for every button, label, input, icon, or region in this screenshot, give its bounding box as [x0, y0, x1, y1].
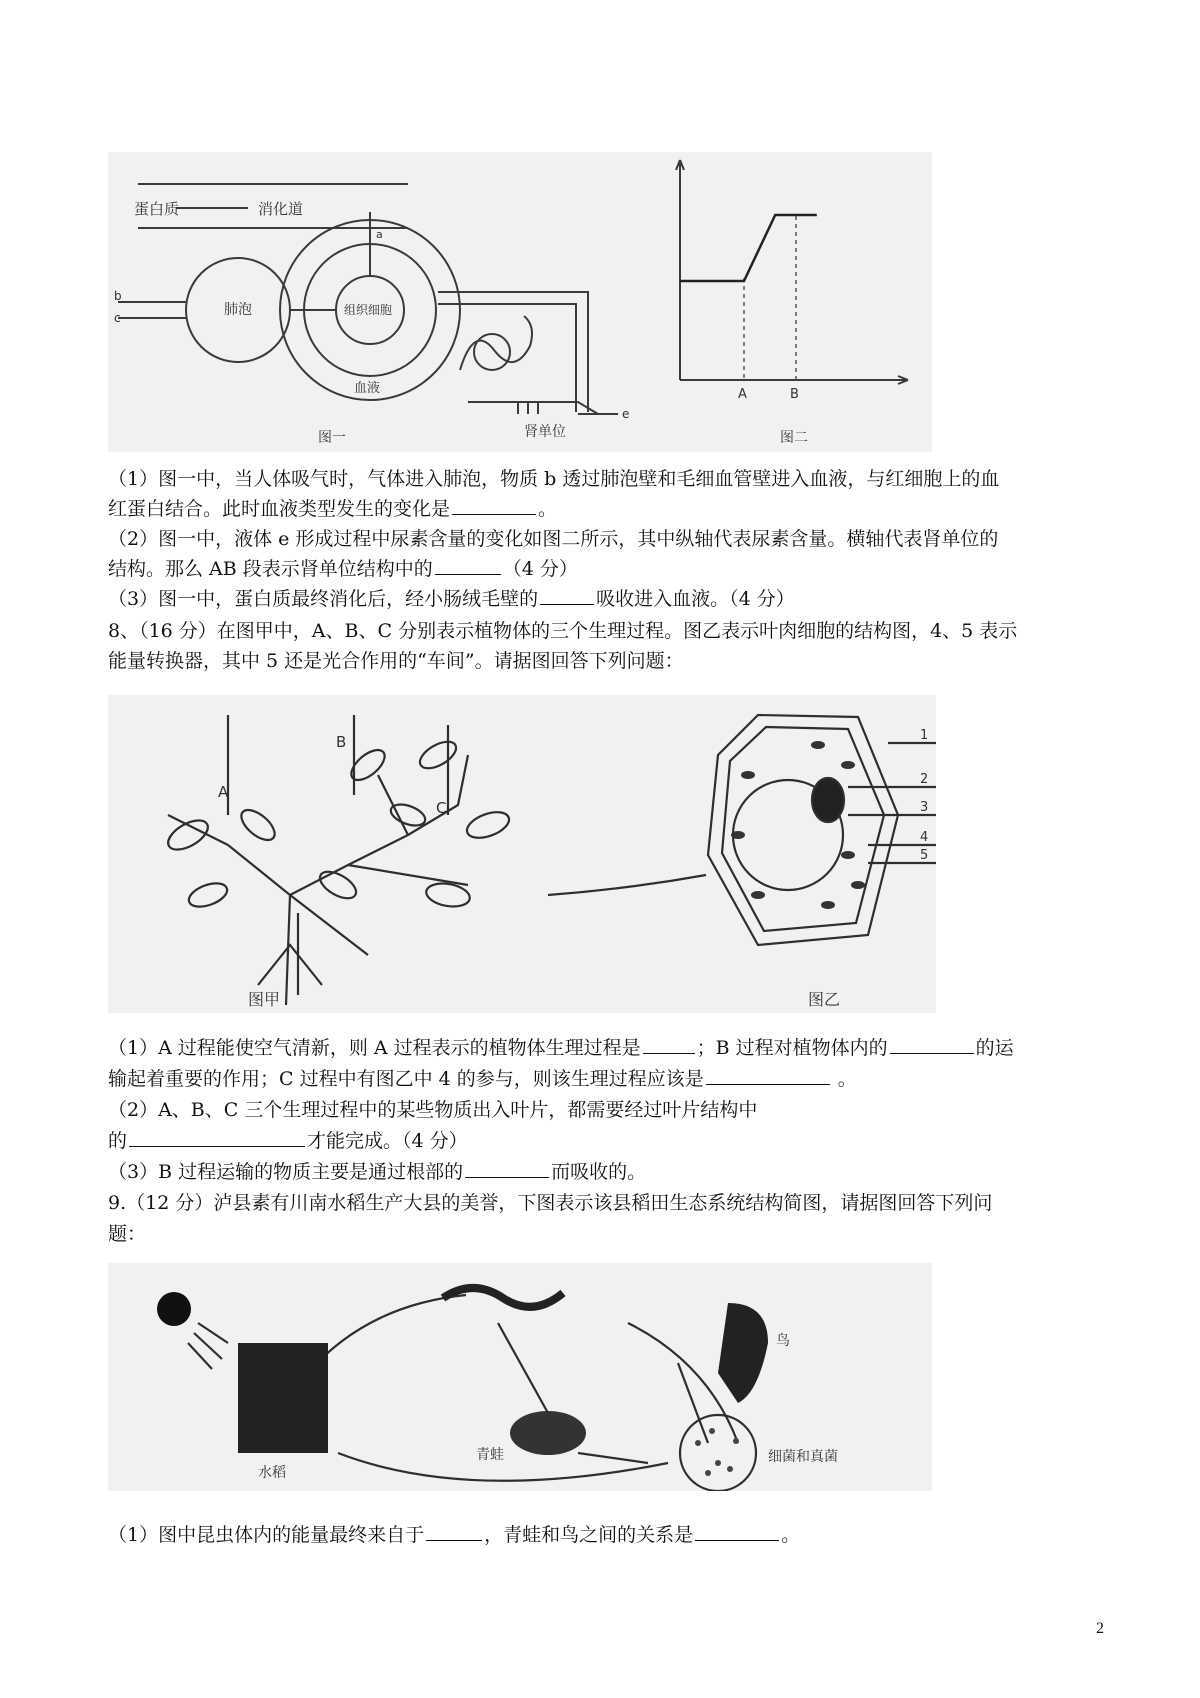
q8-p1-text-a: （1）A 过程能使空气清新，则 A 过程表示的植物体生理过程是 [108, 1037, 641, 1059]
q8-p2-line2 [108, 1128, 1098, 1154]
cell-label-4: 4 [920, 830, 929, 845]
caption-figure-jia: 图甲 [248, 990, 281, 1009]
q8-p2-line1: （2）A、B、C 三个生理过程中的某些物质出入叶片，都需要经过叶片结构中 [108, 1099, 758, 1121]
q7-p2-line1: （2）图一中，液体 e 形成过程中尿素含量的变化如图二所示，其中纵轴代表尿素含量。横轴代表肾单位的 [108, 528, 999, 550]
answer-blank-9[interactable] [426, 1522, 482, 1541]
q8-p1-text-c: 的运 [975, 1037, 1014, 1059]
caption-figure-yi: 图乙 [808, 990, 841, 1009]
cell-label-3: 3 [920, 800, 929, 815]
q7-p1-line2 [108, 496, 1098, 522]
label-process-c: C [436, 799, 447, 817]
q8-p1-end: 。 [837, 1068, 857, 1090]
label-frog: 青蛙 [476, 1447, 504, 1463]
figure-3-rice-ecosystem [108, 1263, 932, 1491]
q8-p2-end: 才能完成。（4 分） [307, 1130, 468, 1152]
label-rice: 水稻 [258, 1465, 286, 1481]
q9-p1-text-a: （1）图中昆虫体内的能量最终来自于 [108, 1524, 425, 1546]
cell-label-5: 5 [920, 848, 929, 863]
q7-p2-end: （4 分） [502, 558, 578, 580]
q9-p1-text-b: ，青蛙和鸟之间的关系是 [484, 1524, 694, 1546]
cell-label-1: 1 [920, 728, 929, 743]
q7-p1-text: 红蛋白结合。此时血液类型发生的变化是 [108, 498, 451, 520]
q8-p3-text: （3）B 过程运输的物质主要是通过根部的 [108, 1161, 464, 1183]
label-decomposers: 细菌和真菌 [768, 1449, 838, 1465]
q8-p1-text-d: 输起着重要的作用；C 过程中有图乙中 4 的参与，则该生理过程应该是 [108, 1068, 704, 1090]
answer-blank-4[interactable] [643, 1035, 695, 1054]
q7-p3-text: （3）图一中，蛋白质最终消化后，经小肠绒毛壁的 [108, 588, 539, 610]
answer-blank-3[interactable] [540, 586, 594, 605]
q9-intro-line2: 题： [108, 1223, 147, 1245]
answer-blank-1[interactable] [452, 496, 536, 515]
page-number: 2 [1096, 1620, 1104, 1637]
label-digestive-tract: 消化道 [258, 200, 304, 218]
q8-intro-line1: 8、（16 分）在图甲中，A、B、C 分别表示植物体的三个生理过程。图乙表示叶肉细胞的结构图，4、5 表示 [108, 620, 1018, 642]
q9-p1-end: 。 [781, 1524, 801, 1546]
answer-blank-5[interactable] [890, 1035, 974, 1054]
q7-p1-end: 。 [538, 498, 558, 520]
label-nephron: 肾单位 [524, 424, 566, 440]
label-a: a [376, 228, 383, 241]
label-c: c [114, 311, 121, 325]
answer-blank-10[interactable] [695, 1522, 779, 1541]
label-blood: 血液 [354, 381, 381, 396]
label-process-b: B [336, 733, 347, 751]
q8-p1-line1 [108, 1035, 1098, 1061]
q7-p2-text: 结构。那么 AB 段表示肾单位结构中的 [108, 558, 433, 580]
q9-intro-line1: 9.（12 分）泸县素有川南水稻生产大县的美誉，下图表示该县稻田生态系统结构简图，请据图回答下列问 [108, 1192, 993, 1214]
q8-intro-line2: 能量转换器，其中 5 还是光合作用的“车间”。请据图回答下列问题： [108, 650, 684, 672]
label-b: b [114, 289, 122, 303]
q8-p2-text: 的 [108, 1130, 128, 1152]
label-protein: 蛋白质 [134, 200, 180, 218]
x-tick-a: A [738, 387, 747, 402]
cell-label-2: 2 [920, 772, 929, 787]
q8-p3-end: 而吸收的。 [551, 1161, 647, 1183]
answer-blank-2[interactable] [435, 556, 501, 575]
q8-p1-line2 [108, 1066, 1098, 1092]
q7-p3-line [108, 586, 1098, 612]
q8-p1-text-b: ；B 过程对植物体内的 [696, 1037, 888, 1059]
q7-p1-line1: （1）图一中，当人体吸气时，气体进入肺泡，物质 b 透过肺泡壁和毛细血管壁进入血液，与红细胞上的血 [108, 468, 1000, 490]
label-e: e [622, 407, 630, 421]
answer-blank-6[interactable] [706, 1066, 830, 1085]
answer-blank-8[interactable] [465, 1159, 549, 1178]
figure-1-digestion-kidney [108, 152, 932, 452]
label-tissue-cells: 组织细胞 [344, 303, 393, 317]
q7-p3-end: 吸收进入血液。（4 分） [596, 588, 795, 610]
caption-figure-1: 图一 [318, 430, 346, 446]
q7-p2-line2 [108, 556, 1098, 582]
caption-figure-2: 图二 [780, 430, 808, 446]
answer-blank-7[interactable] [129, 1128, 305, 1147]
label-lung: 肺泡 [224, 302, 252, 318]
label-bird: 鸟 [776, 1333, 790, 1349]
x-tick-b: B [790, 387, 799, 402]
q8-p3-line [108, 1159, 1098, 1185]
q9-p1-line [108, 1522, 1098, 1548]
figure-2-plant-cell [108, 695, 936, 1013]
label-process-a: A [218, 783, 229, 801]
